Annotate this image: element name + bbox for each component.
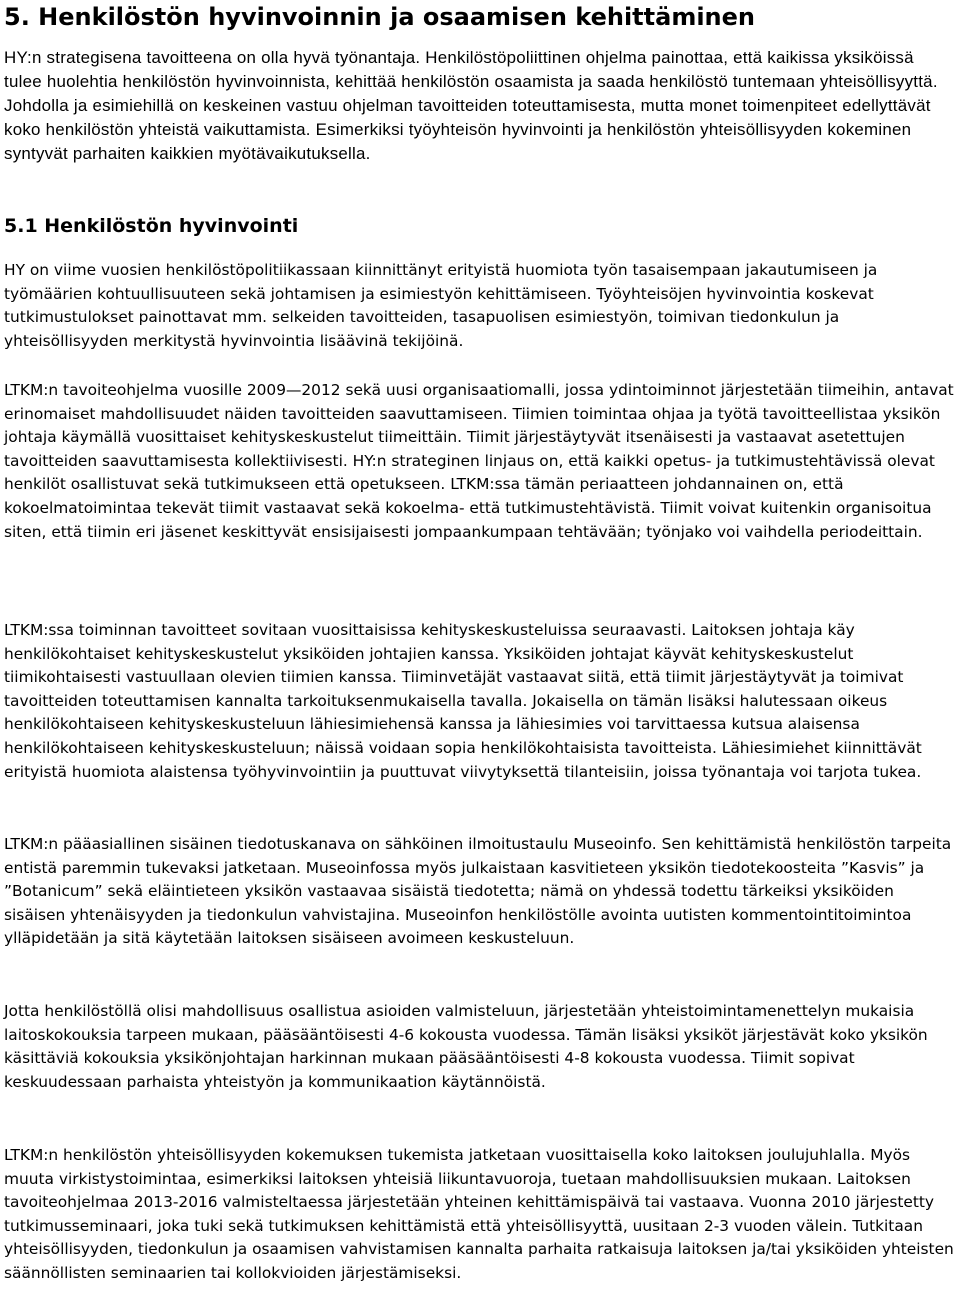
paragraph-meetings: Jotta henkilöstöllä olisi mahdollisuus osallistua asioiden valmisteluun, järjestetään yhteistoimintamenettelyn mukaisia laitoskokouksia tarpeen mukaan, pääsääntöisesti 4-6 kokousta vuodessa. Tämän lisäksi yksiköt järjestävät koko yksikön käsittäviä kokouksia yksikönjohtajan harkinnan mukaan pääsääntöisesti 4-8 kokousta vuodessa. Tiimit sopivat keskuudessaan parhaista yhteistyön ja kommunikaation käytännöistä. [4,1002,928,1091]
paragraph-development-discussions: LTKM:ssa toiminnan tavoitteet sovitaan vuosittaisissa kehityskeskusteluissa seuraavasti. Laitoksen johtaja käy henkilökohtaiset kehityskeskustelut yksiköiden johtajien kanssa. Yksiköiden johtajat käyvät kehityskeskustelut tiimikohtaisesti vastuullaan olevien tiimien kanssa. Tiiminvetäjät vastaavat siitä, että tiimit järjestäytyvät ja toimivat tavoitteiden toteuttamisen kannalta tarkoituksenmukaisella tavalla. Jokaisella on tämän lisäksi halutessaan oikeus henkilökohtaiseen kehityskeskusteluun lähiesimiehensä kanssa ja lähiesimies voi tarvittaessa kutsua alaisensa henkilökohtaiseen kehityskeskusteluun; näissä voidaan sopia henkilökohtaisista tavoitteista. Lähiesimiehet kiinnittävät erityistä huomiota alaistensa työhyvinvointiin ja puuttuvat viivytyksettä tilanteisiin, joissa työnantaja voi tarjota tukea. [4,621,922,781]
paragraph-community-activities: LTKM:n henkilöstön yhteisöllisyyden kokemuksen tukemista jatketaan vuosittaisella koko laitoksen joulujuhlalla. Myös muuta virkistystoimintaa, esimerkiksi laitoksen yhteisiä liikuntavuoroja, tuetaan mahdollisuuksien mukaan. Laitoksen tavoiteohjelmaa 2013-2016 valmisteltaessa järjestetään yhteinen kehittämispäivä tai vastaava. Vuonna 2010 järjestetty tutkimusseminaari, joka tuki sekä tutkimuksen kehittämistä että yhteisöllisyyttä, uusitaan 2-3 vuoden välein. Tutkitaan yhteisöllisyyden, tiedonkulun ja osaamisen vahvistamisen kannalta parhaita ratkaisuja laitoksen ja/tai yksiköiden yhteisten säännöllisten seminaarien tai kollokvioiden järjestämiseksi. [4,1146,954,1282]
paragraph-workload-and-leadership: HY on viime vuosien henkilöstöpolitiikassaan kiinnittänyt erityistä huomiota työn tasaisempaan jakautumiseen ja työmäärien kohtuullisuuteen sekä johtamisen ja esimiestyön kehittämiseen. Työyhteisöjen hyvinvointia koskevat tutkimustulokset painottavat mm. selkeiden tavoitteiden, tasapuolisen esimiestyön, toimivan tiedonkulun ja yhteisöllisyyden merkitystä hyvinvointia lisäävinä tekijöinä. [4,261,878,350]
section-heading: 5. Henkilöstön hyvinvoinnin ja osaamisen kehittäminen [4,3,756,31]
subsection-heading: 5.1 Henkilöstön hyvinvointi [4,215,299,237]
section-intro-paragraph: HY:n strategisena tavoitteena on olla hyvä työnantaja. Henkilöstöpoliittinen ohjelma painottaa, että kaikissa yksiköissä tulee huolehtia henkilöstön hyvinvoinnista, kehittää henkilöstön osaamista ja saada henkilöstö tuntemaan yhteisöllisyyttä. Johdolla ja esimiehillä on keskeinen vastuu ohjelman tavoitteiden toteuttamisesta, mutta monet toimenpiteet edellyttävät koko henkilöstön yhteistä vaikuttamista. Esimerkiksi työyhteisön hyvinvointi ja henkilöstön yhteisöllisyyden kokeminen syntyvät parhaiten kaikkien myötävaikutuksella. [4,48,938,164]
paragraph-goal-program-and-teams: LTKM:n tavoiteohjelma vuosille 2009—2012 sekä uusi organisaatiomalli, jossa ydintoiminnot järjestetään tiimeihin, antavat erinomaiset mahdollisuudet näiden tavoitteiden saavuttamiseen. Tiimien toimintaa ohjaa ja työtä tavoitteellistaa yksikön johtaja käymällä vuosittaiset kehityskeskustelut tiimeittäin. Tiimit järjestäytyvät itsenäisesti ja vastaavat asetettujen tavoitteiden saavuttamisesta kollektiivisesti. HY:n strateginen linjaus on, että kaikki opetus- ja tutkimustehtävissä olevat henkilöt osallistuvat sekä tutkimukseen että opetukseen. LTKM:ssa tämän periaatteen johdannainen on, että kokoelmatoimintaa tekevät tiimit vastaavat sekä kokoelma- että tutkimustehtävistä. Tiimit voivat kuitenkin organisoitua siten, että tiimin eri jäsenet keskittyvät ensisijaisesti jompaankumpaan tehtävään; työnjako voi vaihdella periodeittain. [4,381,954,541]
paragraph-internal-communication: LTKM:n pääasiallinen sisäinen tiedotuskanava on sähköinen ilmoitustaulu Museoinfo. Sen kehittämistä henkilöstön tarpeita entistä paremmin tukevaksi jatketaan. Museoinfossa myös julkaistaan kasvitieteen yksikön tiedotekoosteita ”Kasvis” ja ”Botanicum” sekä eläintieteen yksikön vastaavaa sisäistä tiedotetta; nämä on yhdessä todettu tärkeiksi yksiköiden sisäisen yhtenäisyyden ja tiedonkulun vahvistajina. Museoinfon henkilöstölle avointa uutisten kommentointitoimintoa ylläpidetään ja sitä käytetään laitoksen sisäiseen avoimeen keskusteluun. [4,835,952,948]
